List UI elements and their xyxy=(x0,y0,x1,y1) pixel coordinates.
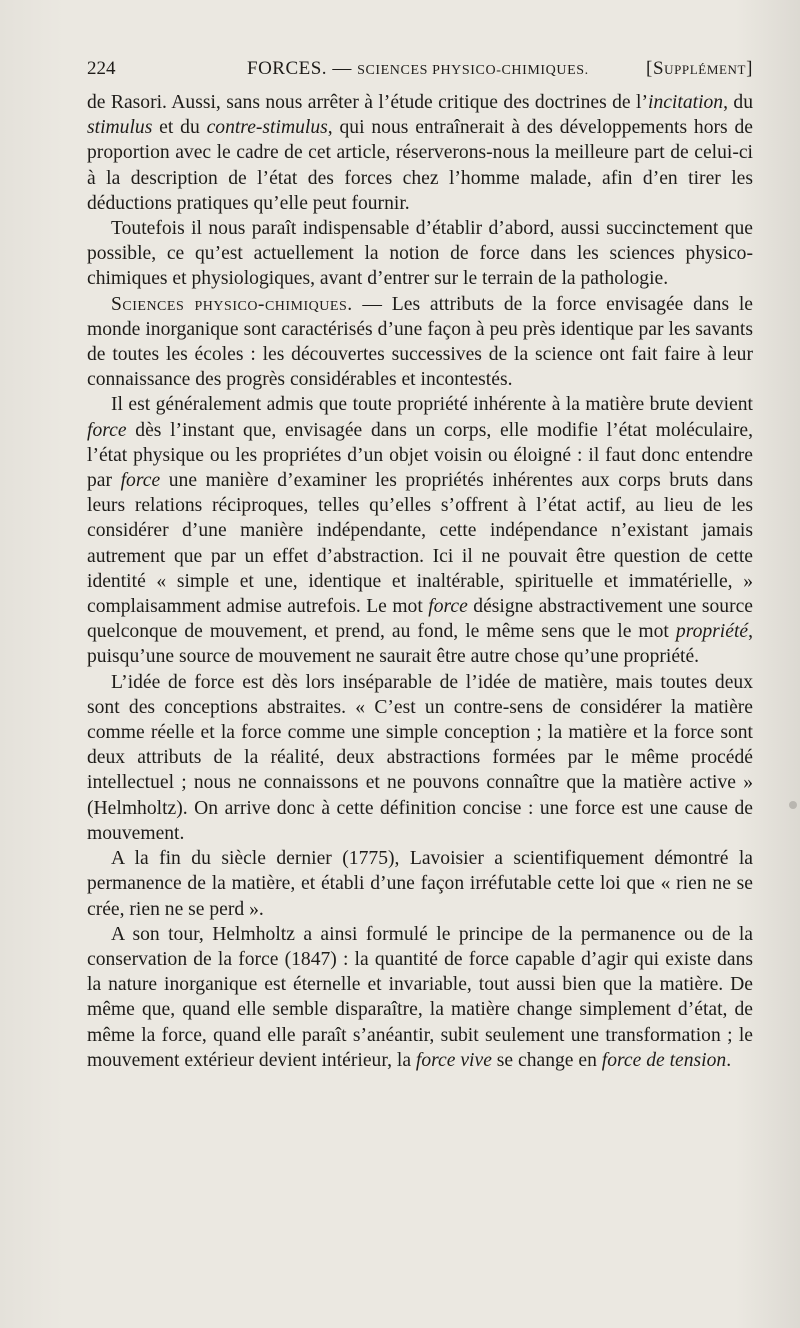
running-title-dash: — xyxy=(327,58,358,79)
italic-term: force xyxy=(120,470,161,492)
text-run: Il est généralement admis que toute propriété inhérente à la matière brute devient xyxy=(111,394,753,416)
text-run: se change en xyxy=(491,1049,602,1071)
italic-term: force vive xyxy=(415,1049,492,1071)
text-run: de Rasori. Aussi, sans nous arrêter à l’étude critique des doctrines de l’ xyxy=(87,92,648,113)
paragraph-1 xyxy=(87,90,753,216)
section-label: [Supplément] xyxy=(646,58,753,79)
italic-term: incitation xyxy=(648,92,724,113)
text-run: , puisqu’une source de mouvement ne saurait être autre chose qu’une propriété. xyxy=(87,621,753,668)
italic-term: contre-stimulus xyxy=(206,117,328,139)
italic-term: force xyxy=(428,596,468,618)
text-run: , qui nous entraînerait à des développements hors de proportion avec le cadre de cet article, réserverons-nous la meilleure part de celui-ci à la description de l’état des forces chez l’homme malade, afin d’en tirer les déductions pratiques qu’elle peut fournir. xyxy=(87,117,753,214)
paragraph-6: A la fin du siècle dernier (1775), Lavoisier a scientifiquement démontré la permanence de la matière, et établi d’une façon irréfutable cette loi que « rien ne se crée, rien ne se perd ». xyxy=(87,848,753,920)
italic-term: force de tension xyxy=(601,1049,727,1071)
margin-blot xyxy=(789,801,797,809)
running-title-sub: SCIENCES PHYSICO-CHIMIQUES. xyxy=(357,63,589,78)
text-run: . xyxy=(726,1049,732,1071)
text-run: — Les attributs de la force envisagée dans le monde inorganique sont caractérisés d’une façon à peu près identique par les savants de toutes les écoles : les découvertes successives de la science ont fait faire à leur connaissance des progrès considérables et incontestés. xyxy=(87,293,753,391)
page-number: 224 xyxy=(87,58,116,79)
running-title xyxy=(247,58,589,80)
text-run: désigne abstractivement une source quelconque de mouvement, et prend, au fond, le même sens que le mot xyxy=(87,596,753,643)
paragraph-2: Toutefois il nous paraît indispensable d’établir d’abord, aussi succinctement que possible, ce qu’est actuellement la notion de force dans les sciences physico-chimiques et physiologiques, avant d’entrer sur le terrain de la pathologie. xyxy=(87,218,753,290)
section-heading: Sciences physico-chimiques. xyxy=(111,293,353,315)
paragraph-3 xyxy=(87,292,753,393)
body-text xyxy=(87,90,753,1073)
text-run: dès l’instant que, envisagée dans un corps, elle modifie l’état moléculaire, l’état physique ou les propriétes d’un objet voisin ou éloigné : il faut donc entendre par xyxy=(87,419,753,492)
text-run: A son tour, Helmholtz a ainsi formulé le principe de la permanence ou de la conservation de la force (1847) : la quantité de force capable d’agir qui existe dans la nature inorganique est éternelle et invariable, tout aussi bien que la matière. De même que, quand elle semble disparaître, la matière change simplement d’état, de même la force, quand elle paraît s’anéantir, subit seulement une transformation ; le mouvement extérieur devient intérieur, la xyxy=(87,923,753,1071)
paragraph-4 xyxy=(87,392,753,669)
italic-term: force xyxy=(87,419,127,441)
italic-term: propriété xyxy=(675,621,749,643)
text-run: , du xyxy=(723,92,753,113)
paragraph-7 xyxy=(87,922,753,1073)
italic-term: stimulus xyxy=(87,117,153,139)
running-title-main: FORCES. xyxy=(247,58,328,79)
paragraph-5: L’idée de force est dès lors inséparable de l’idée de matière, mais toutes deux sont des conceptions abstraites. « C’est un contre-sens de considérer la matière comme réelle et la force comme une simple conception ; la matière et la force sont deux attributs de la réalité, deux abstractions formées par le même procédé intellectuel ; nous ne connaissons et ne pouvons connaître que la matière active » (Helmholtz). On arrive donc à cette définition concise : une force est une cause de mouvement. xyxy=(87,671,753,844)
text-run: une manière d’examiner les propriétés inhérentes aux corps bruts dans leurs relations réciproques, telles qu’elles s’offrent à l’état actif, au lieu de les considérer d’une manière indépendante, cette indépendance n’existant jamais autrement que par un effet d’abstraction. Ici il ne pouvait être question de cette identité « simple et une, identique et inaltérable, spirituelle et immatérielle, » complaisamment admise autrefois. Le mot xyxy=(87,470,753,618)
running-header xyxy=(87,58,753,88)
text-run: et du xyxy=(152,117,207,139)
